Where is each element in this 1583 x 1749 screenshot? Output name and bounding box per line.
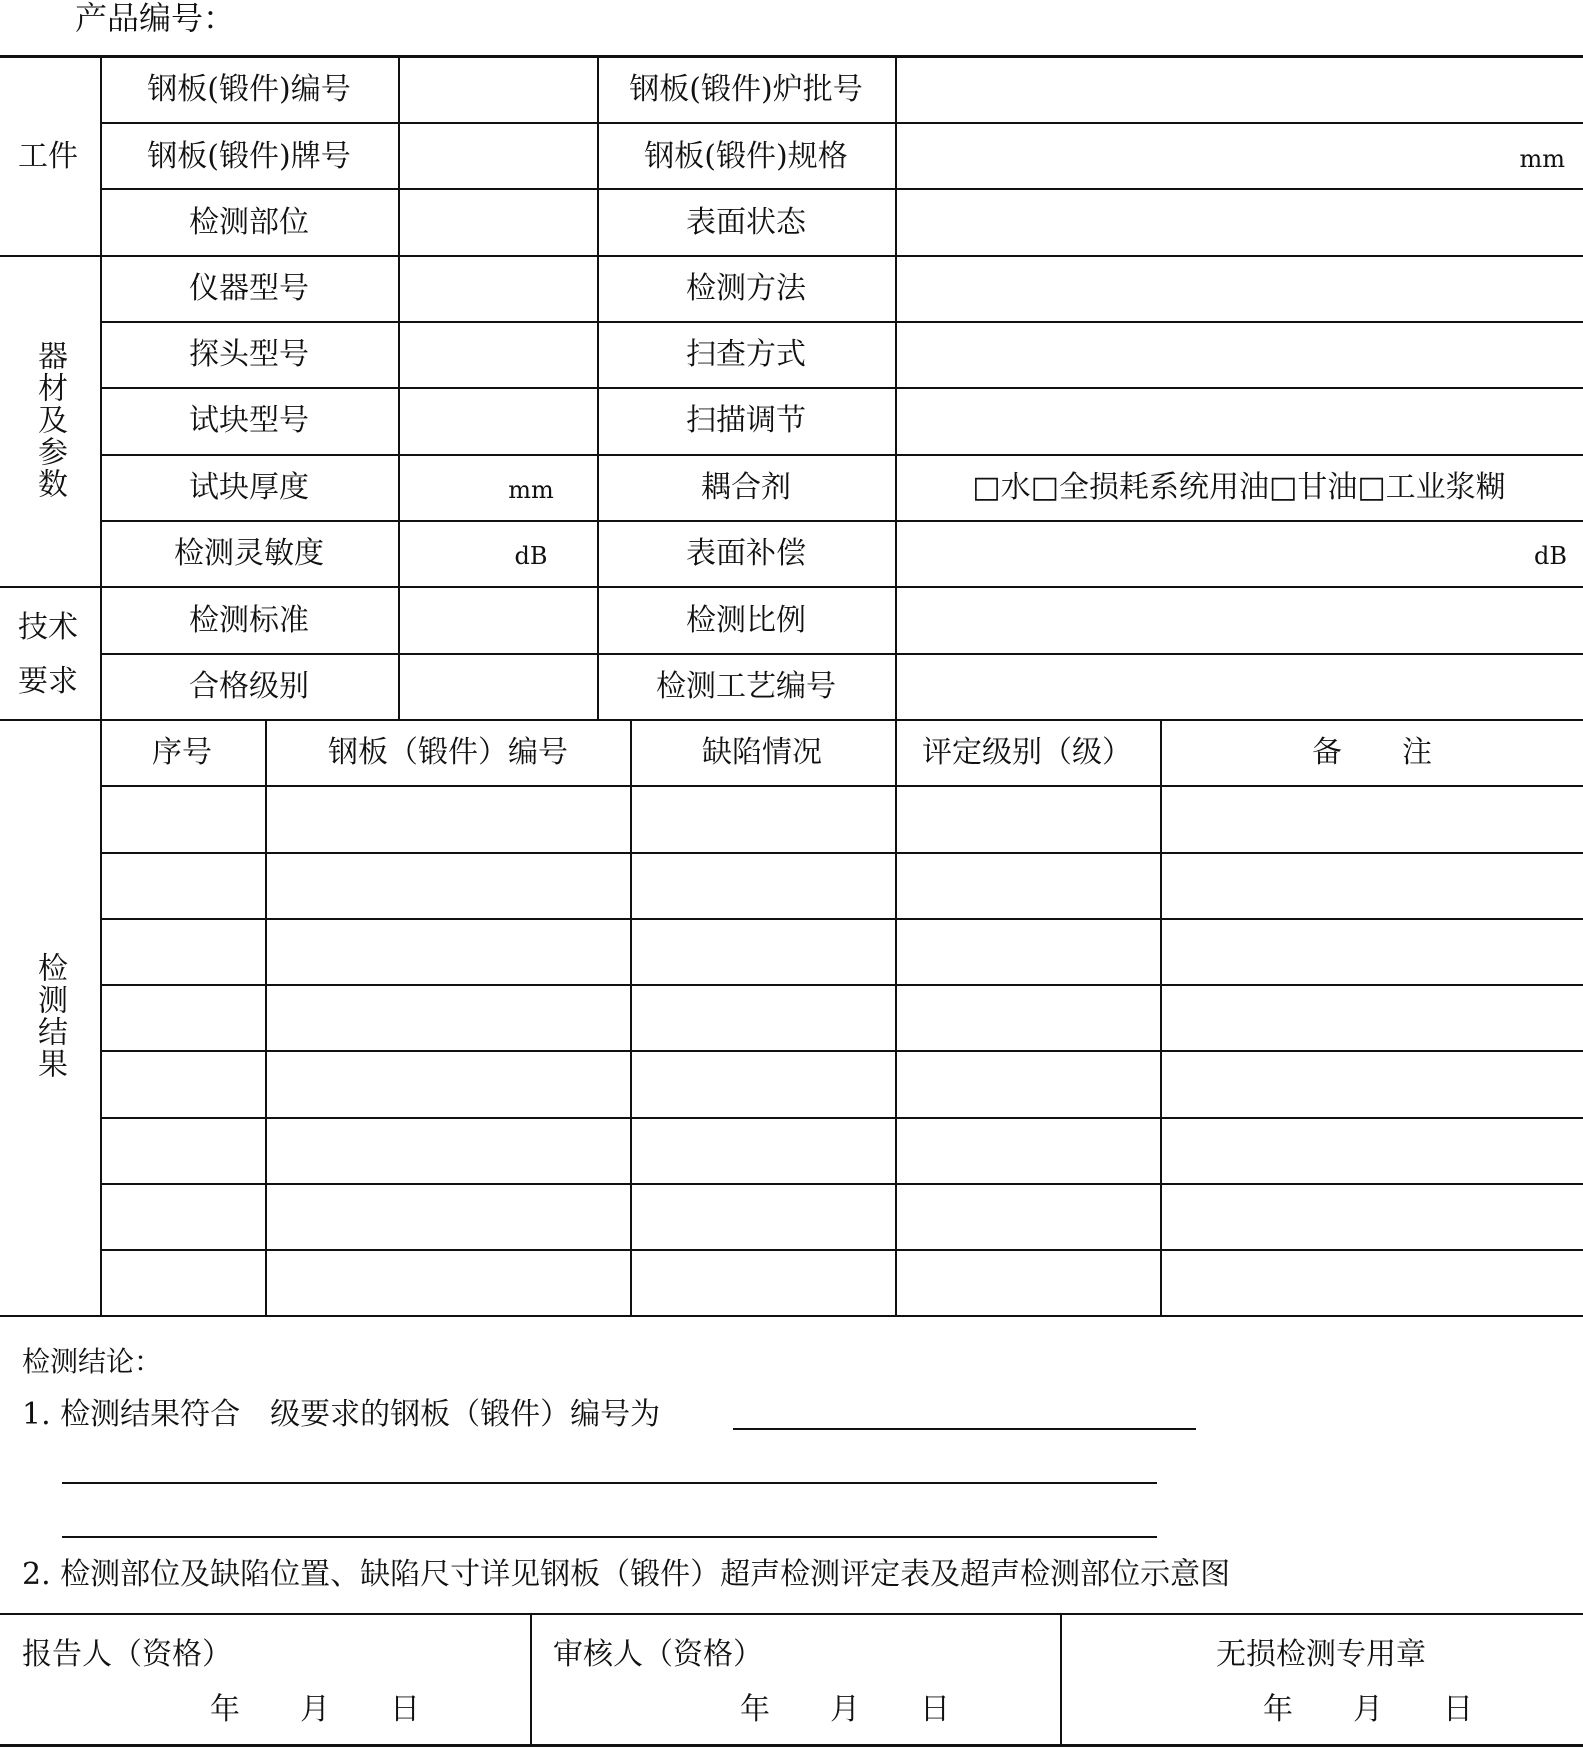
field-label: 合格级别	[189, 669, 309, 704]
row-divider	[100, 1117, 1583, 1119]
row-divider	[100, 653, 1583, 655]
results-header-plate-no: 钢板（锻件）编号	[328, 735, 568, 770]
field-label: 检测标准	[189, 603, 309, 638]
section-label-workpiece: 工件	[18, 139, 78, 174]
row-divider	[100, 454, 1583, 456]
footer-bottom-border	[0, 1744, 1583, 1747]
section-divider	[0, 255, 1583, 257]
field-label: 耦合剂	[701, 470, 791, 505]
field-label: 钢板(锻件)规格	[644, 139, 848, 174]
results-header-grade: 评定级别（级）	[922, 735, 1132, 770]
field-label: 检测比例	[686, 603, 806, 638]
footer-divider	[1060, 1613, 1062, 1744]
row-divider	[100, 852, 1583, 854]
conclusion-title: 检测结论：	[22, 1345, 163, 1378]
reporter-date: 年 月 日	[210, 1692, 420, 1727]
field-label: 表面状态	[686, 205, 806, 240]
fill-in-line[interactable]	[733, 1428, 1196, 1430]
stamp-date: 年 月 日	[1263, 1692, 1473, 1727]
field-label: 探头型号	[189, 337, 309, 372]
column-divider	[265, 719, 267, 1316]
footer-divider	[530, 1613, 532, 1744]
column-divider	[597, 55, 599, 719]
conclusion-item-2: 2. 检测部位及缺陷位置、缺陷尺寸详见钢板（锻件）超声检测评定表及超声检测部位示意图	[22, 1557, 1231, 1592]
row-divider	[100, 1050, 1583, 1052]
unit-label: dB	[514, 542, 548, 570]
results-header-index: 序号	[152, 735, 212, 770]
row-divider	[100, 188, 1583, 190]
table-bottom-border	[0, 1315, 1583, 1317]
results-header-remarks: 备 注	[1312, 735, 1432, 770]
conclusion-item-1: 1. 检测结果符合 级要求的钢板（锻件）编号为	[22, 1397, 661, 1432]
unit-label: mm	[1519, 145, 1565, 173]
column-divider	[895, 55, 897, 1316]
field-label: 检测部位	[189, 205, 309, 240]
ndt-stamp-label: 无损检测专用章	[1216, 1637, 1426, 1672]
field-label: 试块型号	[189, 403, 309, 438]
field-label: 检测方法	[686, 271, 806, 306]
row-divider	[100, 984, 1583, 986]
column-divider	[630, 719, 632, 1316]
field-label: 钢板(锻件)牌号	[147, 139, 351, 174]
section-divider	[0, 719, 1583, 721]
column-divider	[398, 55, 400, 719]
row-divider	[100, 918, 1583, 920]
section-label-results: 检测结果	[32, 952, 67, 1080]
field-label: 表面补偿	[686, 536, 806, 571]
section-label-tech-2: 要求	[18, 664, 78, 699]
reporter-label: 报告人（资格）	[22, 1637, 232, 1672]
field-label: 扫查方式	[686, 337, 806, 372]
field-label: 扫描调节	[686, 403, 806, 438]
section-divider	[0, 586, 1583, 588]
fill-in-line[interactable]	[62, 1536, 1157, 1538]
unit-label: dB	[1534, 542, 1567, 570]
product-number-label: 产品编号：	[75, 0, 236, 37]
section-label-tech-1: 技术	[18, 610, 78, 645]
row-divider	[100, 1249, 1583, 1251]
row-divider	[100, 387, 1583, 389]
row-divider	[100, 785, 1583, 787]
results-header-defect: 缺陷情况	[702, 735, 822, 770]
footer-top-border	[0, 1613, 1583, 1615]
field-label: 仪器型号	[189, 271, 309, 306]
column-divider	[100, 55, 102, 1316]
field-label: 钢板(锻件)编号	[147, 72, 351, 107]
field-label: 检测工艺编号	[656, 669, 836, 704]
couplant-options[interactable]: □水□全损耗系统用油□甘油□工业浆糊	[972, 470, 1506, 505]
field-label: 钢板(锻件)炉批号	[629, 72, 863, 107]
section-label-equipment: 器材及参数	[32, 340, 67, 500]
field-label: 检测灵敏度	[174, 536, 324, 571]
reviewer-label: 审核人（资格）	[553, 1637, 763, 1672]
column-divider	[1160, 719, 1162, 1316]
field-label: 试块厚度	[189, 470, 309, 505]
reviewer-date: 年 月 日	[740, 1692, 950, 1727]
row-divider	[100, 321, 1583, 323]
table-top-border	[0, 55, 1583, 58]
row-divider	[100, 520, 1583, 522]
row-divider	[100, 122, 1583, 124]
row-divider	[100, 1183, 1583, 1185]
fill-in-line[interactable]	[62, 1482, 1157, 1484]
unit-label: mm	[508, 476, 554, 504]
